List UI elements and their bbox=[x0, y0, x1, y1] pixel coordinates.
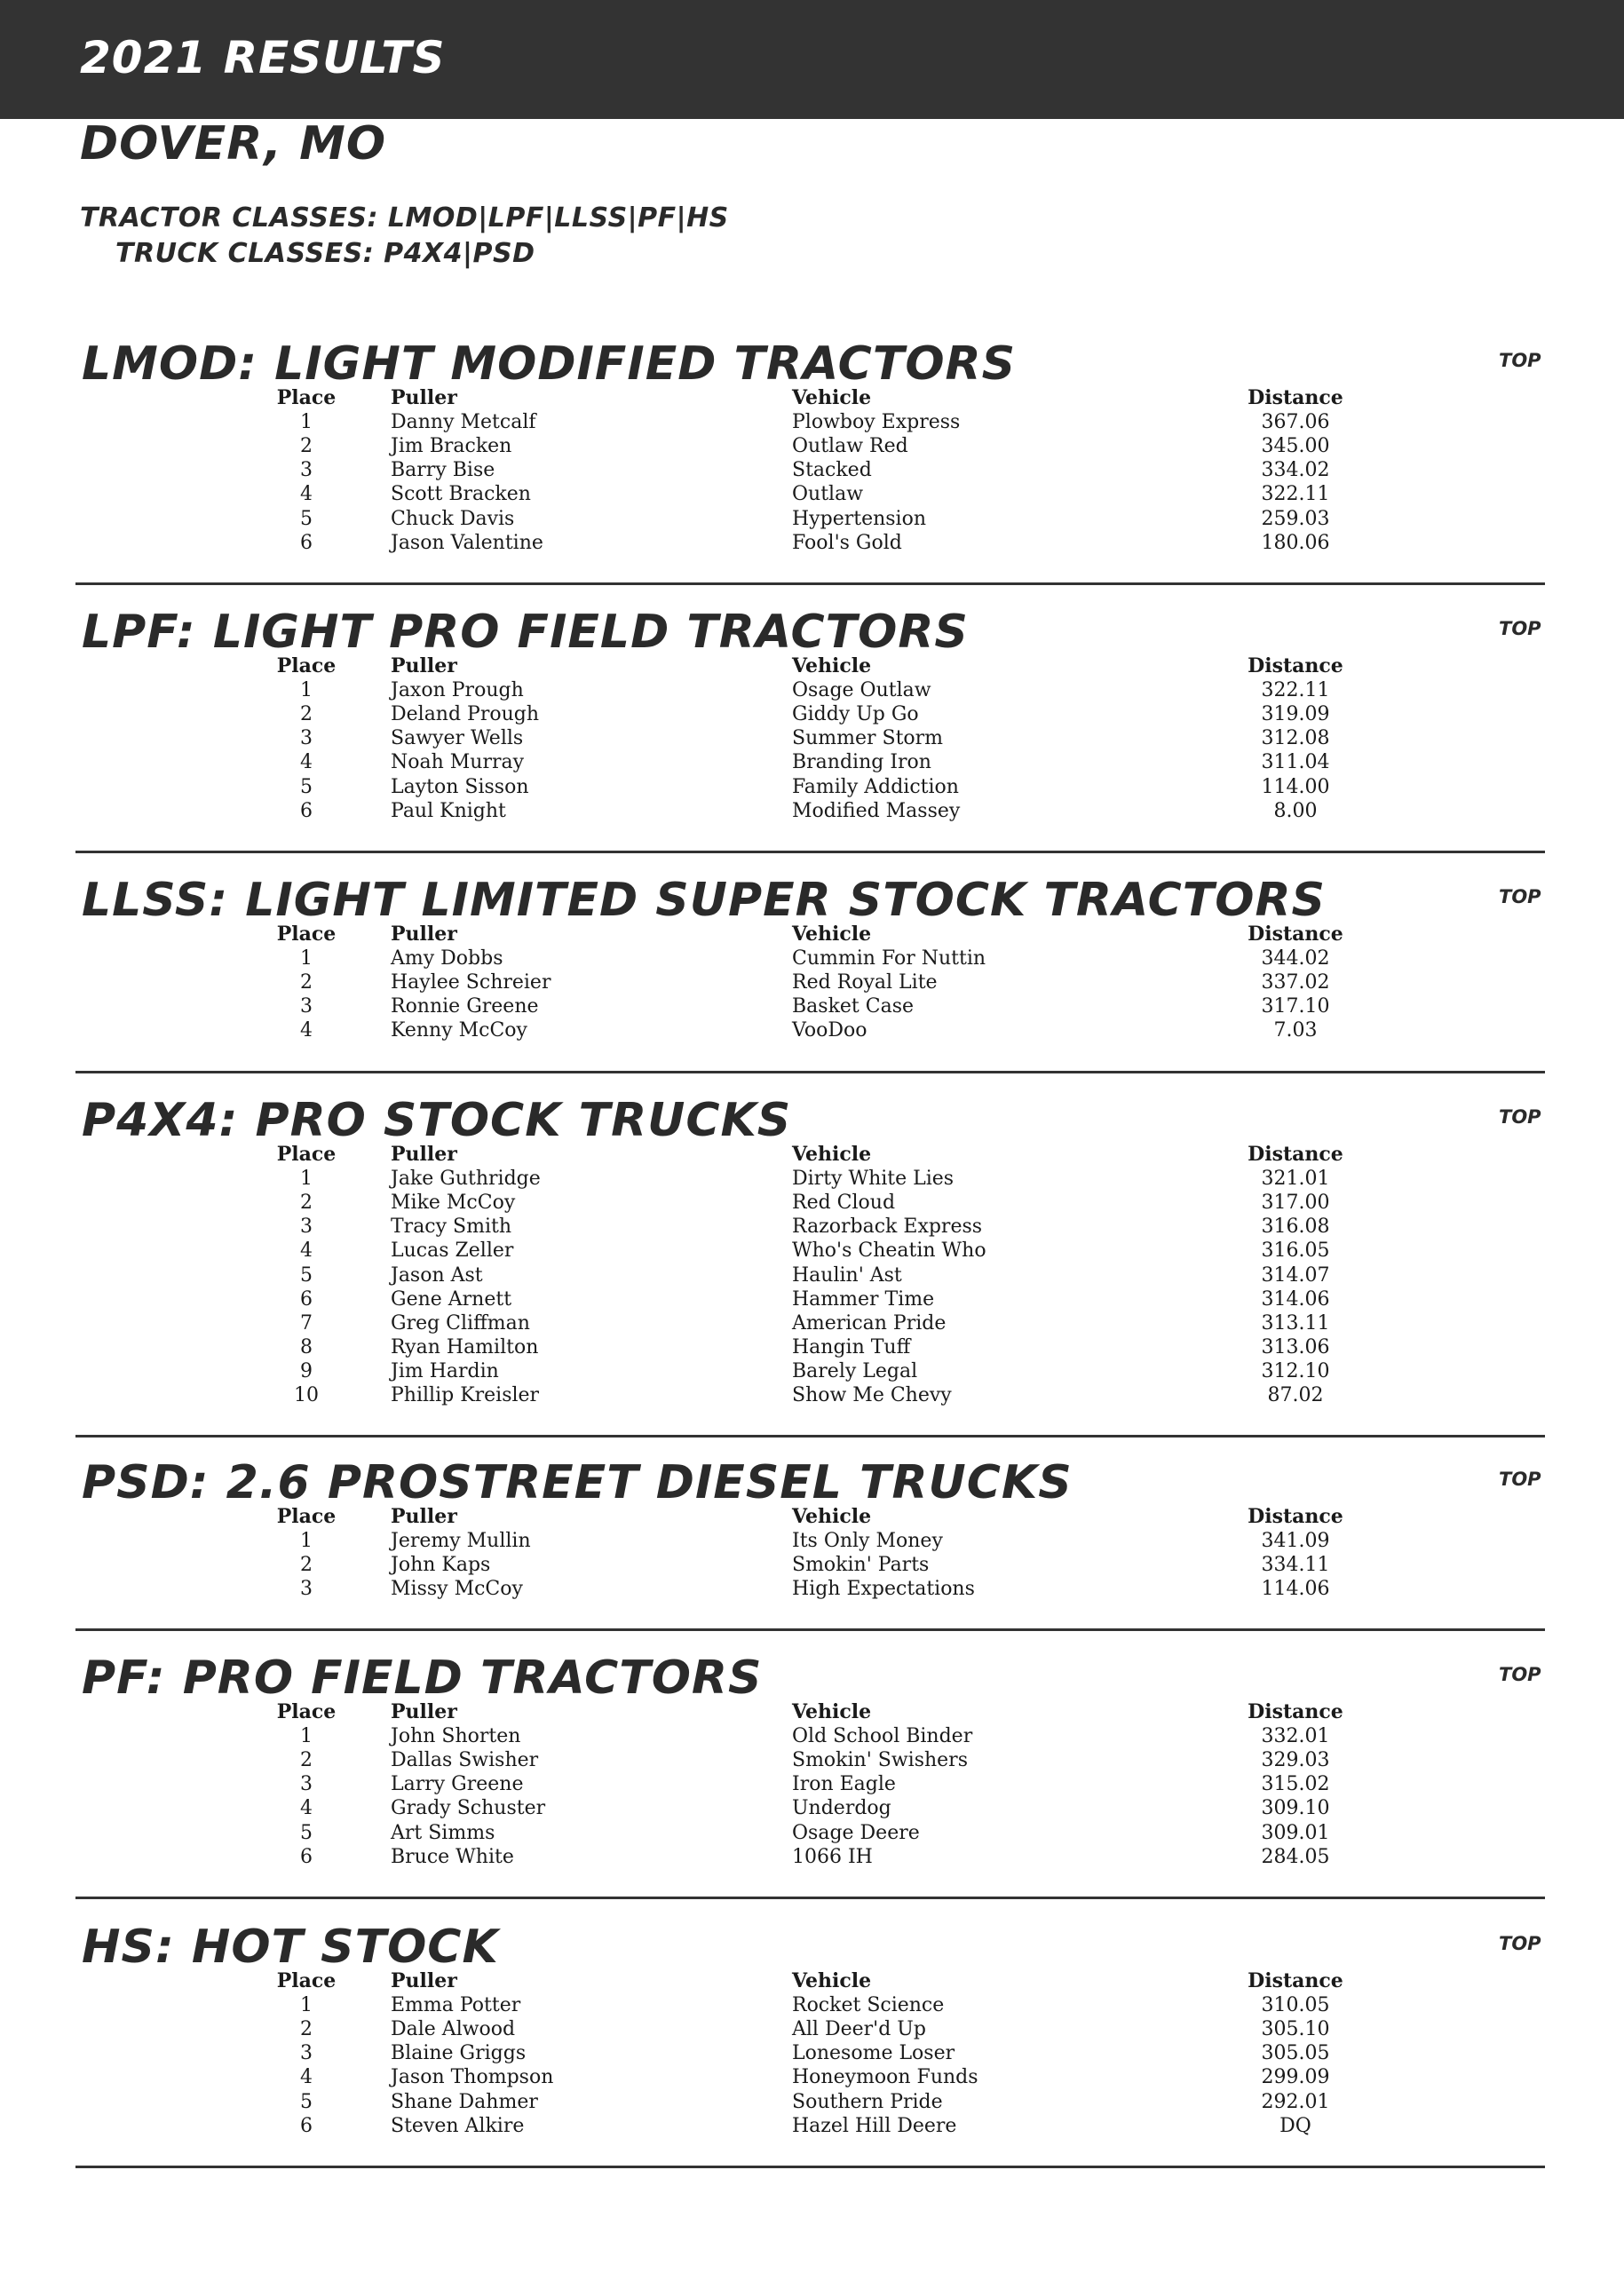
section-title: LPF: LIGHT PRO FIELD TRACTORS bbox=[82, 606, 969, 659]
cell-place: 2 bbox=[300, 971, 313, 994]
cell-vehicle: Underdog bbox=[792, 1797, 891, 1820]
cell-distance: 314.07 bbox=[1261, 1263, 1330, 1287]
table-row bbox=[0, 1215, 1624, 1239]
cell-puller: John Shorten bbox=[391, 1725, 521, 1748]
cell-distance: 317.00 bbox=[1261, 1192, 1330, 1215]
table-row bbox=[0, 1239, 1624, 1263]
cell-distance: 299.09 bbox=[1261, 2066, 1330, 2089]
header-distance: Distance bbox=[1248, 386, 1343, 409]
cell-distance: 180.06 bbox=[1261, 531, 1330, 554]
section-title: LLSS: LIGHT LIMITED SUPER STOCK TRACTORS bbox=[82, 874, 1326, 927]
table-row bbox=[0, 1748, 1624, 1772]
cell-place: 4 bbox=[300, 483, 313, 506]
section-title: P4X4: PRO STOCK TRUCKS bbox=[82, 1094, 792, 1147]
cell-puller: Jaxon Prough bbox=[391, 679, 524, 702]
cell-puller: Jason Ast bbox=[391, 1263, 483, 1287]
cell-puller: Greg Cliffman bbox=[391, 1311, 530, 1334]
cell-distance: 344.02 bbox=[1261, 947, 1330, 970]
header-puller: Puller bbox=[391, 1143, 457, 1166]
cell-puller: Missy McCoy bbox=[391, 1578, 523, 1601]
cell-place: 3 bbox=[300, 2042, 313, 2065]
cell-vehicle: Outlaw Red bbox=[792, 435, 908, 458]
section-divider bbox=[75, 1071, 1545, 1073]
header-puller: Puller bbox=[391, 1700, 457, 1723]
cell-vehicle: Haulin' Ast bbox=[792, 1263, 902, 1287]
table-row bbox=[0, 1167, 1624, 1191]
header-puller: Puller bbox=[391, 1505, 457, 1528]
table-header-row bbox=[0, 1505, 1624, 1529]
cell-place: 5 bbox=[300, 1821, 313, 1844]
cell-distance: 305.10 bbox=[1261, 2018, 1330, 2041]
table-header-row bbox=[0, 923, 1624, 946]
header-place: Place bbox=[276, 1700, 337, 1723]
cell-vehicle: Osage Outlaw bbox=[792, 679, 931, 702]
cell-distance: 7.03 bbox=[1273, 1019, 1318, 1042]
cell-puller: Grady Schuster bbox=[391, 1797, 546, 1820]
section-divider bbox=[75, 2166, 1545, 2168]
header-vehicle: Vehicle bbox=[792, 923, 872, 946]
table-row bbox=[0, 434, 1624, 458]
cell-distance: 312.08 bbox=[1261, 727, 1330, 750]
cell-vehicle: Honeymoon Funds bbox=[792, 2066, 978, 2089]
cell-place: 9 bbox=[300, 1359, 313, 1382]
cell-place: 10 bbox=[294, 1384, 319, 1406]
cell-place: 3 bbox=[300, 459, 313, 482]
table-row bbox=[0, 2065, 1624, 2089]
table-row bbox=[0, 2017, 1624, 2041]
cell-vehicle: Hypertension bbox=[792, 507, 927, 530]
table-row bbox=[0, 1287, 1624, 1311]
header-place: Place bbox=[276, 654, 337, 677]
table-row bbox=[0, 1821, 1624, 1845]
table-row bbox=[0, 1335, 1624, 1359]
cell-distance: 322.11 bbox=[1261, 483, 1330, 506]
cell-place: 2 bbox=[300, 2018, 313, 2041]
section-divider bbox=[75, 1435, 1545, 1437]
cell-vehicle: Osage Deere bbox=[792, 1821, 920, 1844]
cell-vehicle: Red Royal Lite bbox=[792, 971, 938, 994]
header-place: Place bbox=[276, 923, 337, 946]
section-title: HS: HOT STOCK bbox=[82, 1921, 499, 1974]
section-divider bbox=[75, 1628, 1545, 1631]
table-row bbox=[0, 1018, 1624, 1042]
cell-distance: 305.05 bbox=[1261, 2042, 1330, 2065]
cell-vehicle: Iron Eagle bbox=[792, 1773, 896, 1796]
tractor-classes-line: TRACTOR CLASSES: LMOD|LPF|LLSS|PF|HS bbox=[80, 202, 729, 234]
cell-vehicle: Hazel Hill Deere bbox=[792, 2114, 957, 2137]
cell-distance: 292.01 bbox=[1261, 2090, 1330, 2113]
cell-distance: 334.11 bbox=[1261, 1554, 1330, 1577]
cell-vehicle: Giddy Up Go bbox=[792, 703, 919, 726]
cell-place: 3 bbox=[300, 1216, 313, 1239]
cell-vehicle: Show Me Chevy bbox=[792, 1384, 952, 1406]
table-row bbox=[0, 1311, 1624, 1335]
cell-vehicle: Razorback Express bbox=[792, 1216, 983, 1239]
cell-vehicle: Lonesome Loser bbox=[792, 2042, 955, 2065]
cell-puller: Bruce White bbox=[391, 1845, 514, 1868]
cell-puller: Dallas Swisher bbox=[391, 1749, 539, 1772]
section-title: PSD: 2.6 PROSTREET DIESEL TRUCKS bbox=[82, 1456, 1073, 1509]
cell-vehicle: Smokin' Parts bbox=[792, 1554, 930, 1577]
cell-vehicle: Its Only Money bbox=[792, 1530, 943, 1553]
cell-place: 4 bbox=[300, 1797, 313, 1820]
cell-distance: DQ bbox=[1279, 2114, 1311, 2137]
cell-puller: Jake Guthridge bbox=[391, 1168, 541, 1191]
table-row bbox=[0, 482, 1624, 506]
cell-place: 4 bbox=[300, 1019, 313, 1042]
header-place: Place bbox=[276, 1143, 337, 1166]
table-row bbox=[0, 458, 1624, 482]
table-row bbox=[0, 726, 1624, 750]
table-row bbox=[0, 1845, 1624, 1869]
cell-distance: 315.02 bbox=[1261, 1773, 1330, 1796]
table-row bbox=[0, 1529, 1624, 1553]
cell-puller: Phillip Kreisler bbox=[391, 1384, 540, 1406]
cell-vehicle: Who's Cheatin Who bbox=[792, 1239, 986, 1263]
cell-place: 7 bbox=[300, 1311, 313, 1334]
table-header-row bbox=[0, 1969, 1624, 1993]
cell-distance: 310.05 bbox=[1261, 1994, 1330, 2017]
header-vehicle: Vehicle bbox=[792, 654, 872, 677]
cell-puller: Jeremy Mullin bbox=[391, 1530, 531, 1553]
top-link[interactable]: TOP bbox=[1499, 618, 1541, 639]
cell-distance: 8.00 bbox=[1273, 799, 1318, 822]
cell-distance: 312.10 bbox=[1261, 1359, 1330, 1382]
cell-puller: Kenny McCoy bbox=[391, 1019, 527, 1042]
cell-distance: 114.06 bbox=[1261, 1578, 1330, 1601]
table-row bbox=[0, 678, 1624, 702]
cell-distance: 316.08 bbox=[1261, 1216, 1330, 1239]
cell-distance: 321.01 bbox=[1261, 1168, 1330, 1191]
cell-place: 1 bbox=[300, 1530, 313, 1553]
top-link[interactable]: TOP bbox=[1499, 1469, 1541, 1490]
cell-distance: 313.06 bbox=[1261, 1335, 1330, 1358]
cell-vehicle: Outlaw bbox=[792, 483, 864, 506]
cell-puller: Sawyer Wells bbox=[391, 727, 524, 750]
cell-vehicle: Old School Binder bbox=[792, 1725, 973, 1748]
cell-place: 1 bbox=[300, 411, 313, 434]
cell-place: 5 bbox=[300, 775, 313, 798]
header-vehicle: Vehicle bbox=[792, 1143, 872, 1166]
cell-distance: 332.01 bbox=[1261, 1725, 1330, 1748]
cell-vehicle: Rocket Science bbox=[792, 1994, 945, 2017]
header-puller: Puller bbox=[391, 654, 457, 677]
cell-distance: 319.09 bbox=[1261, 703, 1330, 726]
header-puller: Puller bbox=[391, 386, 457, 409]
cell-place: 5 bbox=[300, 507, 313, 530]
table-row bbox=[0, 1724, 1624, 1748]
cell-vehicle: Summer Storm bbox=[792, 727, 944, 750]
cell-puller: Jason Thompson bbox=[391, 2066, 554, 2089]
location-heading: DOVER, MO bbox=[80, 117, 387, 170]
cell-place: 1 bbox=[300, 1168, 313, 1191]
cell-puller: Layton Sisson bbox=[391, 775, 529, 798]
cell-puller: Art Simms bbox=[391, 1821, 495, 1844]
cell-distance: 334.02 bbox=[1261, 459, 1330, 482]
header-distance: Distance bbox=[1248, 1969, 1343, 1992]
header-distance: Distance bbox=[1248, 923, 1343, 946]
table-header-row bbox=[0, 386, 1624, 410]
page-title: 2021 RESULTS bbox=[80, 32, 446, 83]
cell-vehicle: American Pride bbox=[792, 1311, 947, 1334]
cell-puller: Jason Valentine bbox=[391, 531, 543, 554]
cell-vehicle: Modified Massey bbox=[792, 799, 961, 822]
header-place: Place bbox=[276, 386, 337, 409]
top-link[interactable]: TOP bbox=[1499, 1106, 1541, 1128]
table-row bbox=[0, 970, 1624, 994]
cell-place: 6 bbox=[300, 1845, 313, 1868]
table-row bbox=[0, 507, 1624, 531]
cell-puller: Jim Hardin bbox=[391, 1359, 499, 1382]
cell-puller: Scott Bracken bbox=[391, 483, 531, 506]
table-row bbox=[0, 1772, 1624, 1796]
cell-distance: 311.04 bbox=[1261, 751, 1330, 774]
table-row bbox=[0, 2114, 1624, 2138]
cell-place: 3 bbox=[300, 1773, 313, 1796]
cell-distance: 309.10 bbox=[1261, 1797, 1330, 1820]
header-place: Place bbox=[276, 1505, 337, 1528]
table-row bbox=[0, 946, 1624, 970]
table-row bbox=[0, 1796, 1624, 1820]
cell-place: 1 bbox=[300, 1725, 313, 1748]
cell-puller: Chuck Davis bbox=[391, 507, 515, 530]
truck-classes-line: TRUCK CLASSES: P4X4|PSD bbox=[115, 238, 535, 269]
table-row bbox=[0, 750, 1624, 774]
cell-place: 8 bbox=[300, 1335, 313, 1358]
cell-place: 3 bbox=[300, 995, 313, 1018]
cell-distance: 316.05 bbox=[1261, 1239, 1330, 1263]
cell-distance: 329.03 bbox=[1261, 1749, 1330, 1772]
cell-vehicle: Hangin Tuff bbox=[792, 1335, 911, 1358]
header-puller: Puller bbox=[391, 1969, 457, 1992]
cell-puller: Larry Greene bbox=[391, 1773, 524, 1796]
table-row bbox=[0, 410, 1624, 434]
cell-vehicle: High Expectations bbox=[792, 1578, 975, 1601]
header-distance: Distance bbox=[1248, 1505, 1343, 1528]
header-distance: Distance bbox=[1248, 1143, 1343, 1166]
table-row bbox=[0, 702, 1624, 726]
cell-place: 2 bbox=[300, 1749, 313, 1772]
header-puller: Puller bbox=[391, 923, 457, 946]
table-header-row bbox=[0, 1143, 1624, 1167]
cell-puller: Blaine Griggs bbox=[391, 2042, 527, 2065]
cell-distance: 337.02 bbox=[1261, 971, 1330, 994]
section-title: LMOD: LIGHT MODIFIED TRACTORS bbox=[82, 337, 1017, 391]
section-divider bbox=[75, 1897, 1545, 1899]
cell-distance: 341.09 bbox=[1261, 1530, 1330, 1553]
cell-puller: Paul Knight bbox=[391, 799, 506, 822]
cell-place: 4 bbox=[300, 751, 313, 774]
cell-puller: Ryan Hamilton bbox=[391, 1335, 539, 1358]
table-row bbox=[0, 799, 1624, 823]
top-link[interactable]: TOP bbox=[1499, 350, 1541, 371]
cell-puller: Lucas Zeller bbox=[391, 1239, 514, 1263]
table-row bbox=[0, 775, 1624, 799]
cell-puller: Shane Dahmer bbox=[391, 2090, 538, 2113]
top-link[interactable]: TOP bbox=[1499, 1933, 1541, 1954]
cell-vehicle: Cummin For Nuttin bbox=[792, 947, 986, 970]
cell-puller: Ronnie Greene bbox=[391, 995, 539, 1018]
cell-puller: Barry Bise bbox=[391, 459, 495, 482]
header-vehicle: Vehicle bbox=[792, 1969, 872, 1992]
cell-vehicle: Smokin' Swishers bbox=[792, 1749, 968, 1772]
cell-vehicle: Fool's Gold bbox=[792, 531, 902, 554]
header-distance: Distance bbox=[1248, 654, 1343, 677]
cell-vehicle: Red Cloud bbox=[792, 1192, 896, 1215]
cell-puller: Deland Prough bbox=[391, 703, 540, 726]
table-header-row bbox=[0, 654, 1624, 678]
table-row bbox=[0, 2090, 1624, 2114]
table-row bbox=[0, 531, 1624, 555]
header-distance: Distance bbox=[1248, 1700, 1343, 1723]
table-row bbox=[0, 1553, 1624, 1577]
table-row bbox=[0, 994, 1624, 1018]
cell-place: 5 bbox=[300, 2090, 313, 2113]
section-title: PF: PRO FIELD TRACTORS bbox=[82, 1651, 763, 1705]
table-row bbox=[0, 1577, 1624, 1601]
cell-puller: Mike McCoy bbox=[391, 1192, 516, 1215]
cell-place: 6 bbox=[300, 1287, 313, 1311]
cell-distance: 309.01 bbox=[1261, 1821, 1330, 1844]
cell-puller: Gene Arnett bbox=[391, 1287, 512, 1311]
cell-vehicle: 1066 IH bbox=[792, 1845, 873, 1868]
header-place: Place bbox=[276, 1969, 337, 1992]
cell-place: 6 bbox=[300, 2114, 313, 2137]
cell-distance: 259.03 bbox=[1261, 507, 1330, 530]
cell-vehicle: Barely Legal bbox=[792, 1359, 918, 1382]
cell-place: 1 bbox=[300, 1994, 313, 2017]
cell-distance: 322.11 bbox=[1261, 679, 1330, 702]
cell-puller: Dale Alwood bbox=[391, 2018, 516, 2041]
header-vehicle: Vehicle bbox=[792, 386, 872, 409]
cell-puller: Steven Alkire bbox=[391, 2114, 525, 2137]
table-row bbox=[0, 1263, 1624, 1287]
cell-place: 4 bbox=[300, 2066, 313, 2089]
table-row bbox=[0, 1191, 1624, 1215]
cell-distance: 317.10 bbox=[1261, 995, 1330, 1018]
top-link[interactable]: TOP bbox=[1499, 886, 1541, 907]
cell-puller: Emma Potter bbox=[391, 1994, 521, 2017]
cell-distance: 314.06 bbox=[1261, 1287, 1330, 1311]
cell-place: 1 bbox=[300, 679, 313, 702]
table-row bbox=[0, 1993, 1624, 2017]
section-divider bbox=[75, 582, 1545, 585]
table-row bbox=[0, 1359, 1624, 1383]
cell-vehicle: Family Addiction bbox=[792, 775, 959, 798]
cell-place: 2 bbox=[300, 703, 313, 726]
cell-puller: Haylee Schreier bbox=[391, 971, 551, 994]
header-vehicle: Vehicle bbox=[792, 1505, 872, 1528]
cell-puller: Noah Murray bbox=[391, 751, 525, 774]
cell-puller: Danny Metcalf bbox=[391, 411, 536, 434]
table-header-row bbox=[0, 1700, 1624, 1724]
cell-distance: 114.00 bbox=[1261, 775, 1330, 798]
cell-vehicle: Plowboy Express bbox=[792, 411, 961, 434]
cell-puller: Tracy Smith bbox=[391, 1216, 512, 1239]
cell-place: 6 bbox=[300, 531, 313, 554]
cell-distance: 284.05 bbox=[1261, 1845, 1330, 1868]
cell-vehicle: Basket Case bbox=[792, 995, 915, 1018]
cell-place: 4 bbox=[300, 1239, 313, 1263]
header-bar bbox=[0, 0, 1624, 119]
cell-vehicle: Stacked bbox=[792, 459, 872, 482]
top-link[interactable]: TOP bbox=[1499, 1664, 1541, 1685]
section-divider bbox=[75, 851, 1545, 853]
cell-vehicle: Hammer Time bbox=[792, 1287, 935, 1311]
cell-place: 2 bbox=[300, 435, 313, 458]
cell-vehicle: Dirty White Lies bbox=[792, 1168, 955, 1191]
cell-place: 3 bbox=[300, 727, 313, 750]
cell-place: 6 bbox=[300, 799, 313, 822]
cell-vehicle: Branding Iron bbox=[792, 751, 931, 774]
cell-place: 1 bbox=[300, 947, 313, 970]
cell-place: 2 bbox=[300, 1192, 313, 1215]
cell-distance: 367.06 bbox=[1261, 411, 1330, 434]
cell-distance: 345.00 bbox=[1261, 435, 1330, 458]
cell-vehicle: Southern Pride bbox=[792, 2090, 943, 2113]
table-row bbox=[0, 2041, 1624, 2065]
cell-place: 5 bbox=[300, 1263, 313, 1287]
cell-place: 2 bbox=[300, 1554, 313, 1577]
cell-puller: Amy Dobbs bbox=[391, 947, 503, 970]
table-row bbox=[0, 1383, 1624, 1407]
header-vehicle: Vehicle bbox=[792, 1700, 872, 1723]
cell-puller: Jim Bracken bbox=[391, 435, 512, 458]
cell-distance: 313.11 bbox=[1261, 1311, 1330, 1334]
cell-puller: John Kaps bbox=[391, 1554, 491, 1577]
cell-place: 3 bbox=[300, 1578, 313, 1601]
cell-vehicle: All Deer'd Up bbox=[792, 2018, 926, 2041]
cell-vehicle: VooDoo bbox=[792, 1019, 867, 1042]
cell-distance: 87.02 bbox=[1267, 1384, 1324, 1406]
